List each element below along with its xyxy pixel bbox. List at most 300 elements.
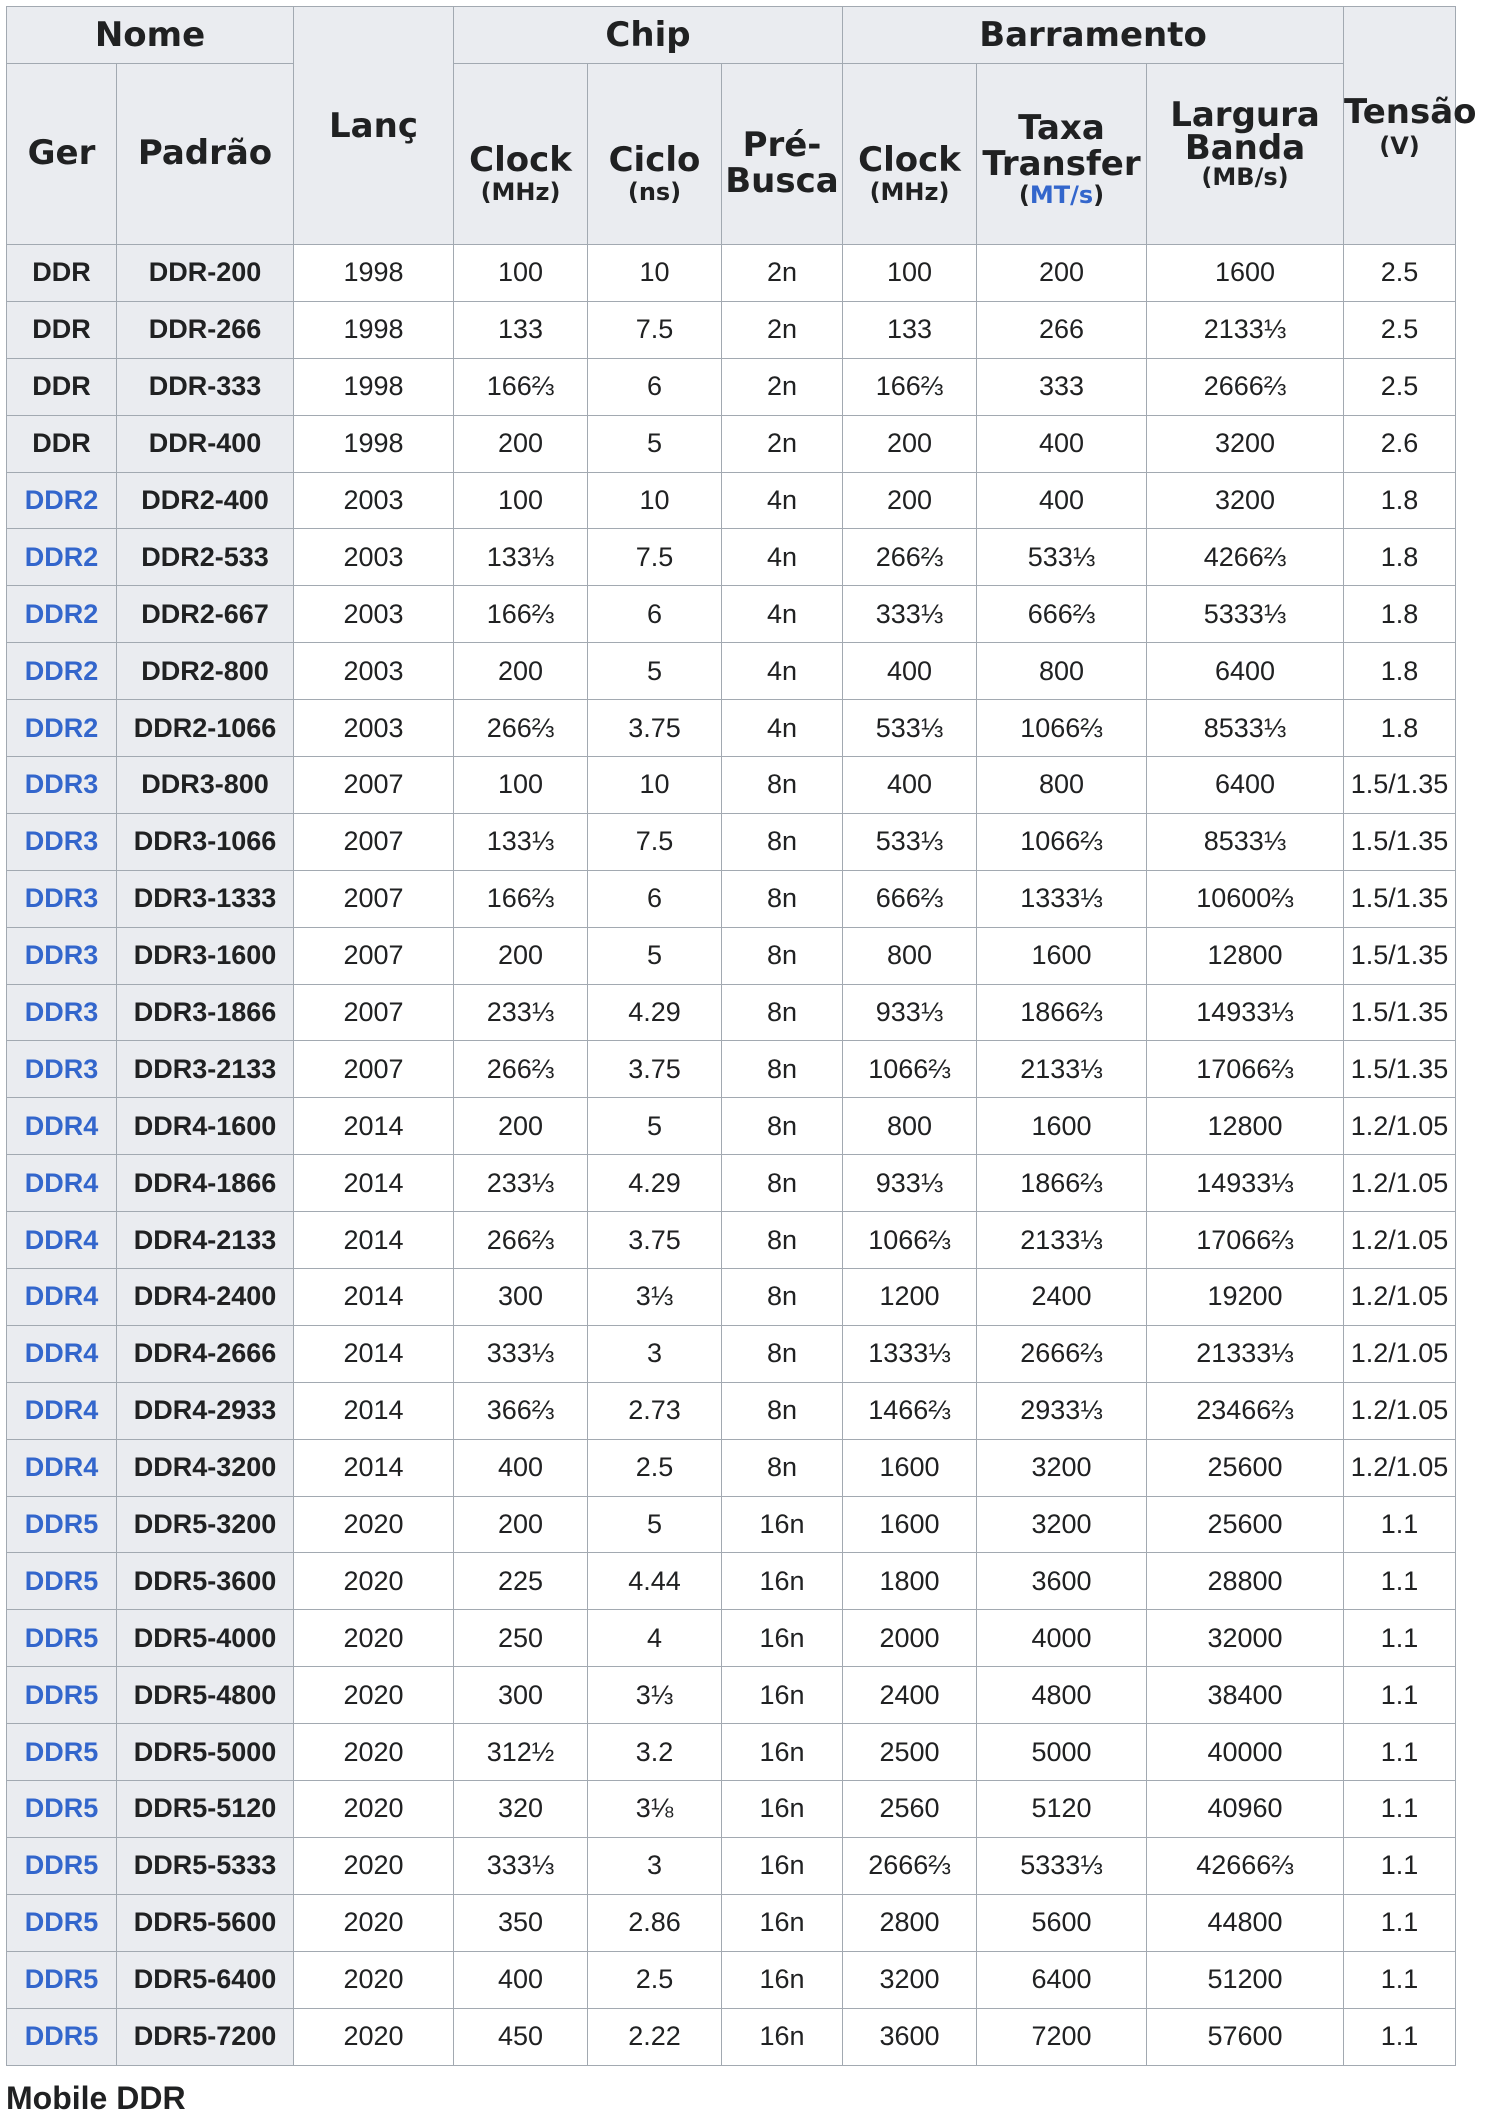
cycle-time-cell: 6 [588, 586, 722, 643]
voltage-cell: 1.1 [1344, 1496, 1456, 1553]
cycle-time-cell: 5 [588, 643, 722, 700]
generation-cell[interactable]: DDR3 [7, 984, 117, 1041]
generation-cell[interactable]: DDR5 [7, 1496, 117, 1553]
bandwidth-cell: 57600 [1147, 2008, 1344, 2065]
transfer-rate-cell: 800 [977, 757, 1147, 814]
generation-cell[interactable]: DDR2 [7, 700, 117, 757]
release-year-cell: 2020 [294, 1837, 454, 1894]
chip-clock-cell: 200 [454, 1496, 588, 1553]
chip-clock-cell: 133⅓ [454, 529, 588, 586]
mts-link[interactable]: MT/s [1029, 181, 1094, 210]
prefetch-cell: 16n [722, 1837, 843, 1894]
prefetch-cell: 8n [722, 813, 843, 870]
chip-clock-cell: 100 [454, 245, 588, 302]
prefetch-cell: 4n [722, 529, 843, 586]
chip-clock-cell: 100 [454, 757, 588, 814]
generation-cell[interactable]: DDR4 [7, 1155, 117, 1212]
table-row [7, 1325, 1456, 1382]
generation-cell[interactable]: DDR2 [7, 472, 117, 529]
bandwidth-cell: 1600 [1147, 245, 1344, 302]
release-year-cell: 2020 [294, 1553, 454, 1610]
bandwidth-cell: 6400 [1147, 757, 1344, 814]
generation-cell[interactable]: DDR4 [7, 1325, 117, 1382]
table-row [7, 927, 1456, 984]
prebusca-header [722, 64, 843, 245]
cycle-time-cell: 2.22 [588, 2008, 722, 2065]
prefetch-cell: 4n [722, 472, 843, 529]
ciclo-header [588, 64, 722, 245]
table-row [7, 1781, 1456, 1838]
table-row [7, 700, 1456, 757]
bandwidth-cell: 12800 [1147, 927, 1344, 984]
release-year-cell: 2003 [294, 529, 454, 586]
voltage-cell: 1.1 [1344, 1894, 1456, 1951]
chip-clock-cell: 400 [454, 1951, 588, 2008]
chip-clock-cell: 266⅔ [454, 1041, 588, 1098]
bus-clock-cell: 800 [843, 927, 977, 984]
lanc-header: Lanç [294, 7, 454, 245]
voltage-cell: 1.8 [1344, 643, 1456, 700]
generation-cell[interactable]: DDR3 [7, 927, 117, 984]
voltage-cell: 1.8 [1344, 472, 1456, 529]
standard-cell: DDR3-1333 [117, 870, 294, 927]
chip-clock-cell: 333⅓ [454, 1837, 588, 1894]
bus-clock-cell: 666⅔ [843, 870, 977, 927]
bus-clock-cell: 100 [843, 245, 977, 302]
table-row [7, 1667, 1456, 1724]
prefetch-cell: 16n [722, 1781, 843, 1838]
chip-clock-cell: 133 [454, 301, 588, 358]
chip-clock-cell: 166⅔ [454, 358, 588, 415]
chip-clock-header [454, 64, 588, 245]
generation-cell[interactable]: DDR3 [7, 1041, 117, 1098]
cycle-time-cell: 10 [588, 472, 722, 529]
cycle-time-cell: 6 [588, 870, 722, 927]
standard-cell: DDR-200 [117, 245, 294, 302]
voltage-cell: 1.5/1.35 [1344, 813, 1456, 870]
bus-clock-cell: 1800 [843, 1553, 977, 1610]
generation-cell: DDR [7, 358, 117, 415]
bus-clock-cell: 133 [843, 301, 977, 358]
tensao-label: Tensão [1344, 91, 1477, 132]
transfer-rate-cell: 5600 [977, 1894, 1147, 1951]
bus-clock-cell: 2560 [843, 1781, 977, 1838]
bus-clock-cell: 1466⅔ [843, 1382, 977, 1439]
chip-clock-cell: 300 [454, 1269, 588, 1326]
table-row [7, 984, 1456, 1041]
cycle-time-cell: 5 [588, 1098, 722, 1155]
release-year-cell: 2020 [294, 1781, 454, 1838]
release-year-cell: 2020 [294, 1667, 454, 1724]
standard-cell: DDR5-5000 [117, 1724, 294, 1781]
transfer-rate-cell: 1866⅔ [977, 984, 1147, 1041]
cycle-time-cell: 5 [588, 927, 722, 984]
cycle-time-cell: 7.5 [588, 529, 722, 586]
generation-cell[interactable]: DDR5 [7, 1894, 117, 1951]
bandwidth-cell: 38400 [1147, 1667, 1344, 1724]
transfer-rate-cell: 1866⅔ [977, 1155, 1147, 1212]
prefetch-cell: 8n [722, 1041, 843, 1098]
prefetch-cell: 8n [722, 1382, 843, 1439]
transfer-rate-cell: 6400 [977, 1951, 1147, 2008]
generation-cell[interactable]: DDR5 [7, 1951, 117, 2008]
generation-cell[interactable]: DDR2 [7, 643, 117, 700]
tensao-unit: (V) [1379, 131, 1420, 160]
transfer-rate-cell: 2133⅓ [977, 1212, 1147, 1269]
release-year-cell: 2003 [294, 586, 454, 643]
bus-clock-unit: (MHz) [869, 177, 950, 206]
prebusca-label-2: Busca [725, 161, 839, 201]
release-year-cell: 2014 [294, 1325, 454, 1382]
cycle-time-cell: 4.29 [588, 1155, 722, 1212]
table-row [7, 358, 1456, 415]
bandwidth-cell: 25600 [1147, 1496, 1344, 1553]
bus-clock-cell: 3200 [843, 1951, 977, 2008]
chip-clock-cell: 225 [454, 1553, 588, 1610]
transfer-rate-cell: 266 [977, 301, 1147, 358]
generation-cell[interactable]: DDR5 [7, 1610, 117, 1667]
bus-clock-cell: 2800 [843, 1894, 977, 1951]
chip-clock-cell: 250 [454, 1610, 588, 1667]
generation-cell[interactable]: DDR3 [7, 813, 117, 870]
cycle-time-cell: 3⅓ [588, 1269, 722, 1326]
bus-clock-cell: 933⅓ [843, 984, 977, 1041]
standard-cell: DDR4-2400 [117, 1269, 294, 1326]
bus-clock-cell: 1066⅔ [843, 1041, 977, 1098]
bus-clock-cell: 2000 [843, 1610, 977, 1667]
bandwidth-cell: 8533⅓ [1147, 813, 1344, 870]
prefetch-cell: 8n [722, 1269, 843, 1326]
voltage-cell: 1.5/1.35 [1344, 984, 1456, 1041]
tensao-header [1344, 7, 1477, 245]
prebusca-label-1: Pré- [742, 125, 822, 166]
taxa-unit-open: ( [1018, 181, 1030, 210]
prefetch-cell: 4n [722, 700, 843, 757]
table-row [7, 1496, 1456, 1553]
header-group-row [7, 7, 1456, 64]
transfer-rate-cell: 4800 [977, 1667, 1147, 1724]
standard-cell: DDR5-5333 [117, 1837, 294, 1894]
largura-unit: (MB/s) [1201, 162, 1289, 191]
release-year-cell: 2014 [294, 1212, 454, 1269]
bandwidth-cell: 19200 [1147, 1269, 1344, 1326]
chip-clock-cell: 350 [454, 1894, 588, 1951]
generation-cell[interactable]: DDR4 [7, 1098, 117, 1155]
chip-clock-cell: 200 [454, 1098, 588, 1155]
prefetch-cell: 16n [722, 1496, 843, 1553]
group-nome-header: Nome [7, 7, 294, 64]
prefetch-cell: 4n [722, 586, 843, 643]
cycle-time-cell: 5 [588, 415, 722, 472]
bus-clock-cell: 933⅓ [843, 1155, 977, 1212]
generation-cell[interactable]: DDR4 [7, 1269, 117, 1326]
generation-cell[interactable]: DDR4 [7, 1439, 117, 1496]
prefetch-cell: 16n [722, 1894, 843, 1951]
generation-cell[interactable]: DDR4 [7, 1382, 117, 1439]
bandwidth-cell: 32000 [1147, 1610, 1344, 1667]
standard-cell: DDR4-3200 [117, 1439, 294, 1496]
generation-cell[interactable]: DDR2 [7, 529, 117, 586]
release-year-cell: 1998 [294, 245, 454, 302]
transfer-rate-cell: 333 [977, 358, 1147, 415]
section-heading-mobile-ddr: Mobile DDR [6, 2080, 186, 2116]
cycle-time-cell: 3 [588, 1837, 722, 1894]
voltage-cell: 1.1 [1344, 1667, 1456, 1724]
transfer-rate-cell: 3200 [977, 1496, 1147, 1553]
generation-cell[interactable]: DDR2 [7, 586, 117, 643]
prefetch-cell: 8n [722, 757, 843, 814]
release-year-cell: 1998 [294, 415, 454, 472]
standard-cell: DDR2-533 [117, 529, 294, 586]
table-row [7, 1382, 1456, 1439]
cycle-time-cell: 2.5 [588, 1951, 722, 2008]
prefetch-cell: 8n [722, 1155, 843, 1212]
standard-cell: DDR4-2666 [117, 1325, 294, 1382]
transfer-rate-cell: 2400 [977, 1269, 1147, 1326]
chip-clock-cell: 200 [454, 927, 588, 984]
standard-cell: DDR3-800 [117, 757, 294, 814]
bus-clock-header [843, 64, 977, 245]
bus-clock-cell: 533⅓ [843, 700, 977, 757]
prefetch-cell: 8n [722, 984, 843, 1041]
bandwidth-cell: 25600 [1147, 1439, 1344, 1496]
standard-cell: DDR5-4000 [117, 1610, 294, 1667]
cycle-time-cell: 4.44 [588, 1553, 722, 1610]
bandwidth-cell: 42666⅔ [1147, 1837, 1344, 1894]
generation-cell[interactable]: DDR3 [7, 757, 117, 814]
voltage-cell: 2.5 [1344, 301, 1456, 358]
prefetch-cell: 8n [722, 1325, 843, 1382]
standard-cell: DDR5-5120 [117, 1781, 294, 1838]
ger-header: Ger [7, 64, 117, 245]
chip-clock-cell: 233⅓ [454, 1155, 588, 1212]
taxa-label-1: Taxa [1018, 108, 1105, 149]
table-row [7, 529, 1456, 586]
largura-label-1: Largura [1170, 94, 1320, 135]
release-year-cell: 2020 [294, 1610, 454, 1667]
bus-clock-label: Clock [858, 139, 961, 180]
voltage-cell: 1.2/1.05 [1344, 1155, 1456, 1212]
generation-cell[interactable]: DDR5 [7, 1781, 117, 1838]
standard-cell: DDR5-4800 [117, 1667, 294, 1724]
transfer-rate-cell: 1066⅔ [977, 813, 1147, 870]
standard-cell: DDR4-1600 [117, 1098, 294, 1155]
ciclo-unit: (ns) [627, 177, 682, 206]
release-year-cell: 2020 [294, 1496, 454, 1553]
standard-cell: DDR-333 [117, 358, 294, 415]
table-row [7, 1041, 1456, 1098]
table-row [7, 1439, 1456, 1496]
taxa-unit [977, 182, 1146, 208]
standard-cell: DDR2-1066 [117, 700, 294, 757]
release-year-cell: 2003 [294, 472, 454, 529]
prefetch-cell: 8n [722, 870, 843, 927]
release-year-cell: 2014 [294, 1439, 454, 1496]
standard-cell: DDR5-6400 [117, 1951, 294, 2008]
bandwidth-cell: 14933⅓ [1147, 1155, 1344, 1212]
release-year-cell: 2014 [294, 1269, 454, 1326]
standard-cell: DDR4-2933 [117, 1382, 294, 1439]
group-chip-header: Chip [454, 7, 843, 64]
release-year-cell: 1998 [294, 301, 454, 358]
table-row [7, 245, 1456, 302]
prefetch-cell: 4n [722, 643, 843, 700]
voltage-cell: 1.2/1.05 [1344, 1382, 1456, 1439]
chip-clock-cell: 200 [454, 643, 588, 700]
voltage-cell: 1.8 [1344, 529, 1456, 586]
generation-cell[interactable]: DDR5 [7, 1724, 117, 1781]
bandwidth-cell: 28800 [1147, 1553, 1344, 1610]
release-year-cell: 2007 [294, 1041, 454, 1098]
bandwidth-cell: 6400 [1147, 643, 1344, 700]
voltage-cell: 1.2/1.05 [1344, 1098, 1456, 1155]
transfer-rate-cell: 200 [977, 245, 1147, 302]
bandwidth-cell: 8533⅓ [1147, 700, 1344, 757]
cycle-time-cell: 3⅛ [588, 1781, 722, 1838]
table-row [7, 301, 1456, 358]
largura-label-2: Banda [1184, 128, 1306, 169]
voltage-cell: 1.8 [1344, 700, 1456, 757]
release-year-cell: 1998 [294, 358, 454, 415]
generation-cell[interactable]: DDR5 [7, 1837, 117, 1894]
ciclo-label: Ciclo [608, 139, 701, 180]
cycle-time-cell: 3.2 [588, 1724, 722, 1781]
generation-cell[interactable]: DDR5 [7, 1667, 117, 1724]
transfer-rate-cell: 2133⅓ [977, 1041, 1147, 1098]
bus-clock-cell: 400 [843, 757, 977, 814]
standard-cell: DDR5-5600 [117, 1894, 294, 1951]
voltage-cell: 1.1 [1344, 1951, 1456, 2008]
transfer-rate-cell: 5120 [977, 1781, 1147, 1838]
voltage-cell: 1.2/1.05 [1344, 1439, 1456, 1496]
transfer-rate-cell: 3200 [977, 1439, 1147, 1496]
bandwidth-cell: 17066⅔ [1147, 1212, 1344, 1269]
padrao-header: Padrão [117, 64, 294, 245]
transfer-rate-cell: 5000 [977, 1724, 1147, 1781]
table-row [7, 415, 1456, 472]
bandwidth-cell: 21333⅓ [1147, 1325, 1344, 1382]
table-row [7, 870, 1456, 927]
prefetch-cell: 2n [722, 245, 843, 302]
chip-clock-cell: 166⅔ [454, 586, 588, 643]
bandwidth-cell: 17066⅔ [1147, 1041, 1344, 1098]
bandwidth-cell: 3200 [1147, 415, 1344, 472]
cycle-time-cell: 2.86 [588, 1894, 722, 1951]
chip-clock-cell: 450 [454, 2008, 588, 2065]
standard-cell: DDR3-2133 [117, 1041, 294, 1098]
bandwidth-cell: 4266⅔ [1147, 529, 1344, 586]
release-year-cell: 2014 [294, 1382, 454, 1439]
bandwidth-cell: 51200 [1147, 1951, 1344, 2008]
bus-clock-cell: 1600 [843, 1496, 977, 1553]
standard-cell: DDR2-667 [117, 586, 294, 643]
chip-clock-cell: 266⅔ [454, 1212, 588, 1269]
prefetch-cell: 8n [722, 1098, 843, 1155]
prefetch-cell: 2n [722, 358, 843, 415]
cycle-time-cell: 6 [588, 358, 722, 415]
release-year-cell: 2007 [294, 813, 454, 870]
release-year-cell: 2014 [294, 1155, 454, 1212]
generation-cell: DDR [7, 301, 117, 358]
cycle-time-cell: 3.75 [588, 1212, 722, 1269]
prefetch-cell: 16n [722, 1553, 843, 1610]
chip-clock-cell: 366⅔ [454, 1382, 588, 1439]
voltage-cell: 1.5/1.35 [1344, 870, 1456, 927]
standard-cell: DDR3-1066 [117, 813, 294, 870]
cycle-time-cell: 2.5 [588, 1439, 722, 1496]
transfer-rate-cell: 4000 [977, 1610, 1147, 1667]
bus-clock-cell: 1066⅔ [843, 1212, 977, 1269]
bandwidth-cell: 2133⅓ [1147, 301, 1344, 358]
largura-header [1147, 64, 1344, 245]
cycle-time-cell: 3.75 [588, 700, 722, 757]
release-year-cell: 2003 [294, 643, 454, 700]
chip-clock-cell: 133⅓ [454, 813, 588, 870]
generation-cell[interactable]: DDR3 [7, 870, 117, 927]
ddr-spec-table [6, 6, 1477, 2066]
chip-clock-cell: 400 [454, 1439, 588, 1496]
voltage-cell: 1.8 [1344, 586, 1456, 643]
table-row [7, 1610, 1456, 1667]
voltage-cell: 1.5/1.35 [1344, 927, 1456, 984]
voltage-cell: 1.1 [1344, 2008, 1456, 2065]
release-year-cell: 2020 [294, 1951, 454, 2008]
bus-clock-cell: 333⅓ [843, 586, 977, 643]
generation-cell[interactable]: DDR4 [7, 1212, 117, 1269]
voltage-cell: 2.5 [1344, 358, 1456, 415]
release-year-cell: 2007 [294, 984, 454, 1041]
release-year-cell: 2020 [294, 2008, 454, 2065]
prefetch-cell: 16n [722, 1667, 843, 1724]
release-year-cell: 2003 [294, 700, 454, 757]
table-row [7, 1553, 1456, 1610]
generation-cell[interactable]: DDR5 [7, 1553, 117, 1610]
cycle-time-cell: 4 [588, 1610, 722, 1667]
bandwidth-cell: 3200 [1147, 472, 1344, 529]
bus-clock-cell: 1333⅓ [843, 1325, 977, 1382]
bus-clock-cell: 2400 [843, 1667, 977, 1724]
bus-clock-cell: 1200 [843, 1269, 977, 1326]
bandwidth-cell: 23466⅔ [1147, 1382, 1344, 1439]
standard-cell: DDR-266 [117, 301, 294, 358]
voltage-cell: 1.1 [1344, 1781, 1456, 1838]
transfer-rate-cell: 1600 [977, 927, 1147, 984]
voltage-cell: 1.1 [1344, 1553, 1456, 1610]
cycle-time-cell: 3 [588, 1325, 722, 1382]
bus-clock-cell: 800 [843, 1098, 977, 1155]
table-row [7, 813, 1456, 870]
voltage-cell: 1.2/1.05 [1344, 1325, 1456, 1382]
bandwidth-cell: 44800 [1147, 1894, 1344, 1951]
voltage-cell: 1.5/1.35 [1344, 1041, 1456, 1098]
bandwidth-cell: 14933⅓ [1147, 984, 1344, 1041]
chip-clock-cell: 266⅔ [454, 700, 588, 757]
bus-clock-cell: 266⅔ [843, 529, 977, 586]
table-row [7, 472, 1456, 529]
bandwidth-cell: 40960 [1147, 1781, 1344, 1838]
taxa-unit-close: ) [1093, 181, 1105, 210]
prefetch-cell: 8n [722, 927, 843, 984]
chip-clock-label: Clock [469, 139, 572, 180]
cycle-time-cell: 7.5 [588, 301, 722, 358]
cycle-time-cell: 5 [588, 1496, 722, 1553]
generation-cell[interactable]: DDR5 [7, 2008, 117, 2065]
voltage-cell: 2.6 [1344, 415, 1456, 472]
bandwidth-cell: 40000 [1147, 1724, 1344, 1781]
standard-cell: DDR3-1600 [117, 927, 294, 984]
chip-clock-cell: 200 [454, 415, 588, 472]
cycle-time-cell: 7.5 [588, 813, 722, 870]
